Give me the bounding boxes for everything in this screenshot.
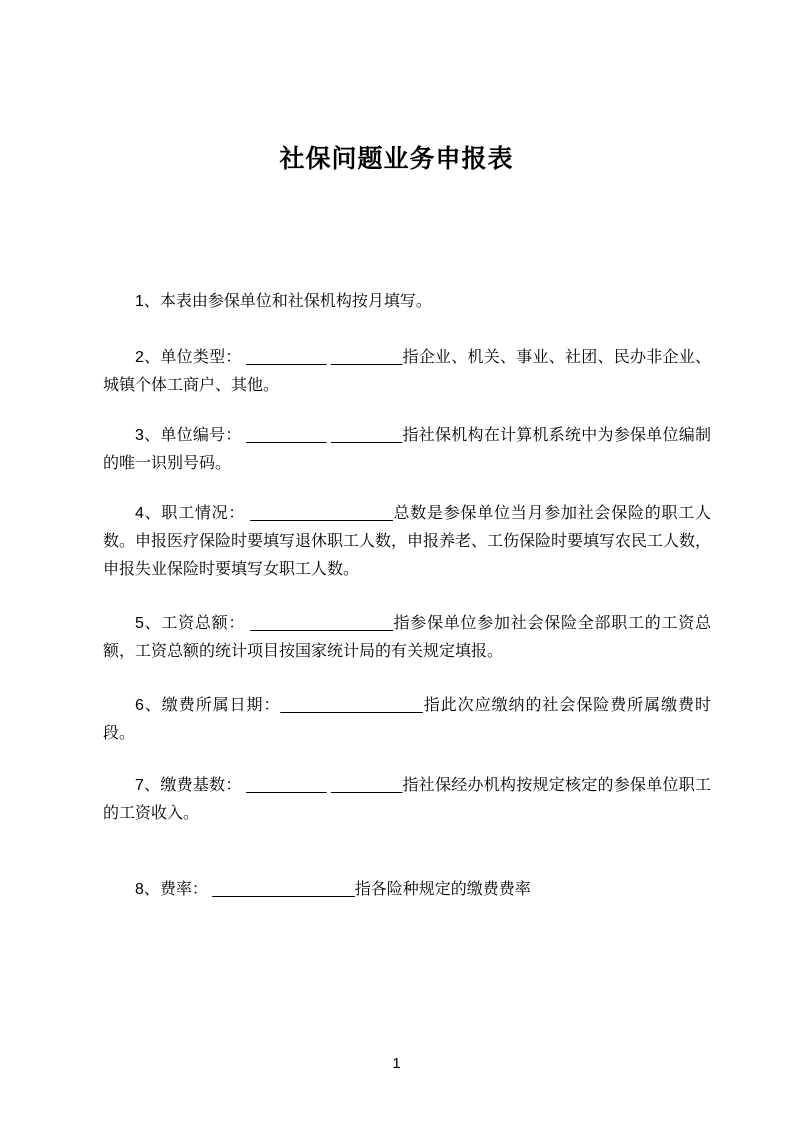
- document-title: 社保问题业务申报表: [279, 145, 514, 173]
- fill-in-blank: _________ ________: [246, 349, 403, 366]
- fill-in-blank: ________________: [250, 505, 393, 522]
- paragraph-label: 4、职工情况：: [135, 505, 251, 522]
- paragraph-item-5: [103, 610, 711, 666]
- paragraph-item-4: [103, 500, 711, 584]
- paragraph-text: 总数是参保单位当月参加社会保险的职工人数。申报医疗保险时要填写退休职工人数，申报养老、工伤保险时要填写农民工人数，申报失业保险时要填写女职工人数。: [103, 505, 712, 578]
- paragraph-label: 5、工资总额：: [135, 615, 251, 632]
- fill-in-blank: _________ ________: [246, 777, 403, 794]
- paragraph-label: 8、费率：: [135, 881, 213, 898]
- paragraph-text: 指社保机构在计算机系统中为参保单位编制的唯一识别号码。: [103, 427, 711, 472]
- paragraph-label: 7、缴费基数：: [135, 777, 247, 794]
- paragraph-label: 3、单位编号：: [135, 427, 247, 444]
- document-body: [103, 288, 711, 904]
- fill-in-blank: ________________: [212, 881, 355, 898]
- paragraph-item-2: [103, 344, 711, 400]
- paragraph-item-6: [103, 692, 711, 748]
- paragraph-text: 指社保经办机构按规定核定的参保单位职工的工资收入。: [103, 777, 711, 822]
- paragraph-text: 1、本表由参保单位和社保机构按月填写。: [135, 293, 432, 310]
- paragraph-text: 指企业、机关、事业、社团、民办非企业、城镇个体工商户、其他。: [103, 349, 711, 394]
- paragraph-text: 指各险种规定的缴费费率: [354, 881, 531, 898]
- page-number: 1: [392, 1055, 401, 1072]
- paragraph-item-7: [103, 772, 711, 828]
- paragraph-label: 2、单位类型：: [135, 349, 247, 366]
- paragraph-text: 指此次应缴纳的社会保险费所属缴费时段。: [103, 697, 711, 742]
- paragraph-text: 指参保单位参加社会保险全部职工的工资总额，工资总额的统计项目按国家统计局的有关规定填报。: [103, 615, 711, 660]
- fill-in-blank: ________________: [250, 615, 393, 632]
- fill-in-blank: ________________: [280, 697, 423, 714]
- paragraph-label: 6、缴费所属日期：: [135, 697, 281, 714]
- paragraph-item-3: [103, 422, 711, 478]
- paragraph-item-8: [103, 876, 711, 904]
- fill-in-blank: _________ ________: [246, 427, 403, 444]
- paragraph-item-1: [103, 288, 711, 316]
